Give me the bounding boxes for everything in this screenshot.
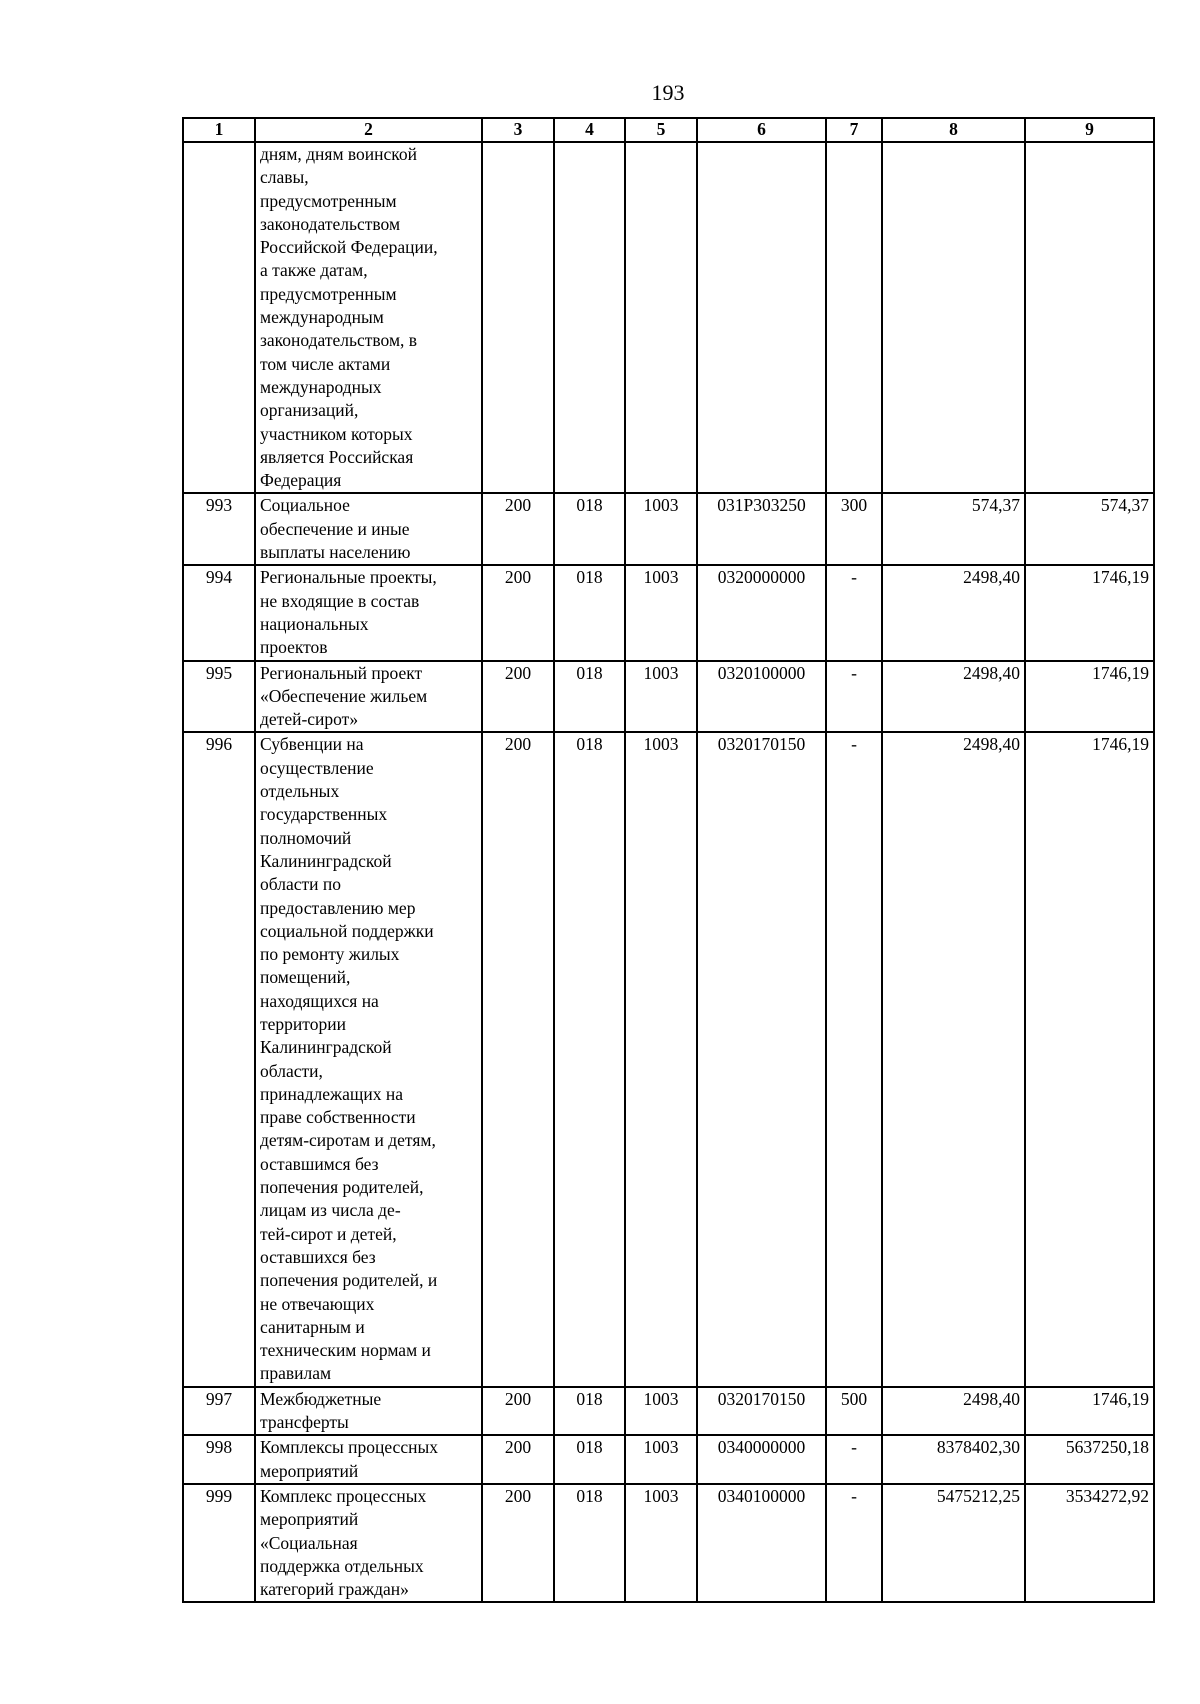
description-line: оставшимся без — [260, 1153, 379, 1174]
description-line: предусмотренным — [260, 190, 397, 211]
column-5-cell: 1003 — [625, 732, 697, 1386]
description-line: попечения родителей, — [260, 1177, 424, 1198]
budget-table — [182, 117, 1155, 1603]
description-line: осуществление — [260, 757, 374, 778]
amount-cell: 2498,40 — [882, 661, 1025, 733]
column-5-cell: 1003 — [625, 661, 697, 733]
description-line: проектов — [260, 637, 328, 658]
amount-cell: 574,37 — [1025, 493, 1154, 565]
column-4-cell: 018 — [554, 1387, 625, 1436]
type-cell: - — [826, 1484, 882, 1602]
header-cell: 5 — [625, 118, 697, 142]
column-5-cell: 1003 — [625, 1435, 697, 1484]
column-4-cell: 018 — [554, 1484, 625, 1602]
row-number-cell: 999 — [183, 1484, 255, 1602]
column-5-cell: 1003 — [625, 493, 697, 565]
code-cell: 0340000000 — [697, 1435, 826, 1484]
description-line: законодательством — [260, 213, 401, 234]
row-number-cell: 993 — [183, 493, 255, 565]
type-cell — [826, 142, 882, 493]
description-line: дням, дням воинской — [260, 144, 418, 164]
header-cell: 7 — [826, 118, 882, 142]
header-cell: 8 — [882, 118, 1025, 142]
description-line: Комплексы процессных — [260, 1437, 438, 1458]
description-line: национальных — [260, 613, 369, 634]
header-cell: 6 — [697, 118, 826, 142]
description-line: детей-сирот» — [260, 709, 359, 730]
description-line: социальной поддержки — [260, 920, 434, 941]
amount-cell: 3534272,92 — [1025, 1484, 1154, 1602]
description-line: участником которых — [260, 423, 413, 444]
description-line: международным — [260, 307, 384, 328]
column-4-cell: 018 — [554, 493, 625, 565]
description-line: трансферты — [260, 1412, 349, 1433]
description-line: Региональный проект — [260, 662, 423, 683]
column-3-cell: 200 — [482, 732, 554, 1386]
table-row — [183, 732, 1154, 1386]
type-cell: - — [826, 732, 882, 1386]
description-line: законодательством, в — [260, 330, 418, 351]
table-row — [183, 565, 1154, 660]
code-cell: 0320170150 — [697, 1387, 826, 1436]
code-cell: 0320170150 — [697, 732, 826, 1386]
description-line: попечения родителей, и — [260, 1270, 438, 1291]
type-cell: 300 — [826, 493, 882, 565]
row-number-cell: 995 — [183, 661, 255, 733]
description-line: не входящие в состав — [260, 590, 420, 611]
description-line: Калининградской — [260, 850, 392, 871]
page-number: 193 — [651, 80, 685, 105]
description-line: Региональные проекты, — [260, 567, 437, 588]
amount-cell: 8378402,30 — [882, 1435, 1025, 1484]
amount-cell: 1746,19 — [1025, 565, 1154, 660]
header-cell: 4 — [554, 118, 625, 142]
description-line: находящихся на — [260, 990, 379, 1011]
code-cell: 031P303250 — [697, 493, 826, 565]
column-4-cell: 018 — [554, 565, 625, 660]
column-4-cell: 018 — [554, 661, 625, 733]
header-cell: 9 — [1025, 118, 1154, 142]
amount-cell: 574,37 — [882, 493, 1025, 565]
description-line: славы, — [260, 167, 309, 188]
amount-cell — [882, 142, 1025, 493]
type-cell: 500 — [826, 1387, 882, 1436]
description-line: мероприятий — [260, 1460, 359, 1481]
header-row — [183, 118, 1154, 142]
description-line: мероприятий — [260, 1509, 359, 1530]
table-row — [183, 661, 1154, 733]
table-row — [183, 1435, 1154, 1484]
amount-cell: 5637250,18 — [1025, 1435, 1154, 1484]
header-cell: 2 — [255, 118, 482, 142]
description-cell — [255, 661, 482, 733]
description-line: является Российская — [260, 446, 414, 467]
description-line: территории — [260, 1013, 346, 1034]
column-4-cell: 018 — [554, 1435, 625, 1484]
type-cell: - — [826, 1435, 882, 1484]
description-cell — [255, 1435, 482, 1484]
column-5-cell: 1003 — [625, 1387, 697, 1436]
description-line: а также датам, — [260, 260, 368, 281]
description-line: выплаты населению — [260, 542, 411, 563]
table-body — [183, 142, 1154, 1602]
description-line: предоставлению мер — [260, 897, 416, 918]
description-line: области, — [260, 1060, 323, 1081]
description-line: правилам — [260, 1363, 332, 1384]
description-line: Калининградской — [260, 1037, 392, 1058]
code-cell: 0340100000 — [697, 1484, 826, 1602]
description-line: области по — [260, 874, 341, 895]
description-line: помещений, — [260, 967, 351, 988]
amount-cell — [1025, 142, 1154, 493]
description-cell — [255, 1484, 482, 1602]
description-line: оставшихся без — [260, 1246, 376, 1267]
description-line: государственных — [260, 804, 388, 825]
description-line: Субвенции на — [260, 734, 364, 755]
code-cell — [697, 142, 826, 493]
description-line: полномочий — [260, 827, 352, 848]
amount-cell: 2498,40 — [882, 1387, 1025, 1436]
description-line: принадлежащих на — [260, 1083, 403, 1104]
description-line: международных — [260, 376, 382, 397]
description-line: техническим нормам и — [260, 1340, 431, 1361]
description-line: по ремонту жилых — [260, 944, 400, 965]
table-row — [183, 1484, 1154, 1602]
description-cell — [255, 493, 482, 565]
row-number-cell: 997 — [183, 1387, 255, 1436]
description-line: детям-сиротам и детям, — [260, 1130, 436, 1151]
description-cell — [255, 565, 482, 660]
amount-cell: 5475212,25 — [882, 1484, 1025, 1602]
column-3-cell: 200 — [482, 1435, 554, 1484]
column-4-cell: 018 — [554, 732, 625, 1386]
description-line: Комплекс процессных — [260, 1485, 427, 1506]
description-line: предусмотренным — [260, 283, 397, 304]
column-4-cell — [554, 142, 625, 493]
row-number-cell: 996 — [183, 732, 255, 1386]
code-cell: 0320000000 — [697, 565, 826, 660]
description-line: организаций, — [260, 400, 359, 421]
column-3-cell: 200 — [482, 1484, 554, 1602]
type-cell: - — [826, 565, 882, 660]
description-cell — [255, 142, 482, 493]
table-row — [183, 142, 1154, 493]
row-number-cell: 998 — [183, 1435, 255, 1484]
column-3-cell: 200 — [482, 1387, 554, 1436]
description-line: лицам из числа де- — [260, 1200, 401, 1221]
description-cell — [255, 1387, 482, 1436]
description-line: Межбюджетные — [260, 1388, 382, 1409]
description-line: Российской Федерации, — [260, 237, 438, 258]
amount-cell: 1746,19 — [1025, 732, 1154, 1386]
type-cell: - — [826, 661, 882, 733]
amount-cell: 2498,40 — [882, 732, 1025, 1386]
row-number-cell — [183, 142, 255, 493]
column-5-cell — [625, 142, 697, 493]
table-row — [183, 1387, 1154, 1436]
description-line: Социальное — [260, 495, 350, 516]
description-line: поддержка отдельных — [260, 1555, 424, 1576]
code-cell: 0320100000 — [697, 661, 826, 733]
amount-cell: 1746,19 — [1025, 661, 1154, 733]
description-cell — [255, 732, 482, 1386]
description-line: праве собственности — [260, 1107, 416, 1128]
description-line: «Социальная — [260, 1532, 358, 1553]
description-line: категорий граждан» — [260, 1579, 409, 1600]
description-line: санитарным и — [260, 1316, 365, 1337]
header-cell: 3 — [482, 118, 554, 142]
description-line: тей-сирот и детей, — [260, 1223, 397, 1244]
description-line: обеспечение и иные — [260, 518, 410, 539]
amount-cell: 1746,19 — [1025, 1387, 1154, 1436]
table-row — [183, 493, 1154, 565]
amount-cell: 2498,40 — [882, 565, 1025, 660]
column-5-cell: 1003 — [625, 1484, 697, 1602]
row-number-cell: 994 — [183, 565, 255, 660]
description-line: Федерация — [260, 470, 342, 491]
column-3-cell — [482, 142, 554, 493]
description-line: «Обеспечение жильем — [260, 685, 428, 706]
description-line: том числе актами — [260, 353, 391, 374]
column-3-cell: 200 — [482, 493, 554, 565]
header-cell: 1 — [183, 118, 255, 142]
column-3-cell: 200 — [482, 661, 554, 733]
column-5-cell: 1003 — [625, 565, 697, 660]
description-line: не отвечающих — [260, 1293, 375, 1314]
description-line: отдельных — [260, 781, 340, 802]
column-3-cell: 200 — [482, 565, 554, 660]
